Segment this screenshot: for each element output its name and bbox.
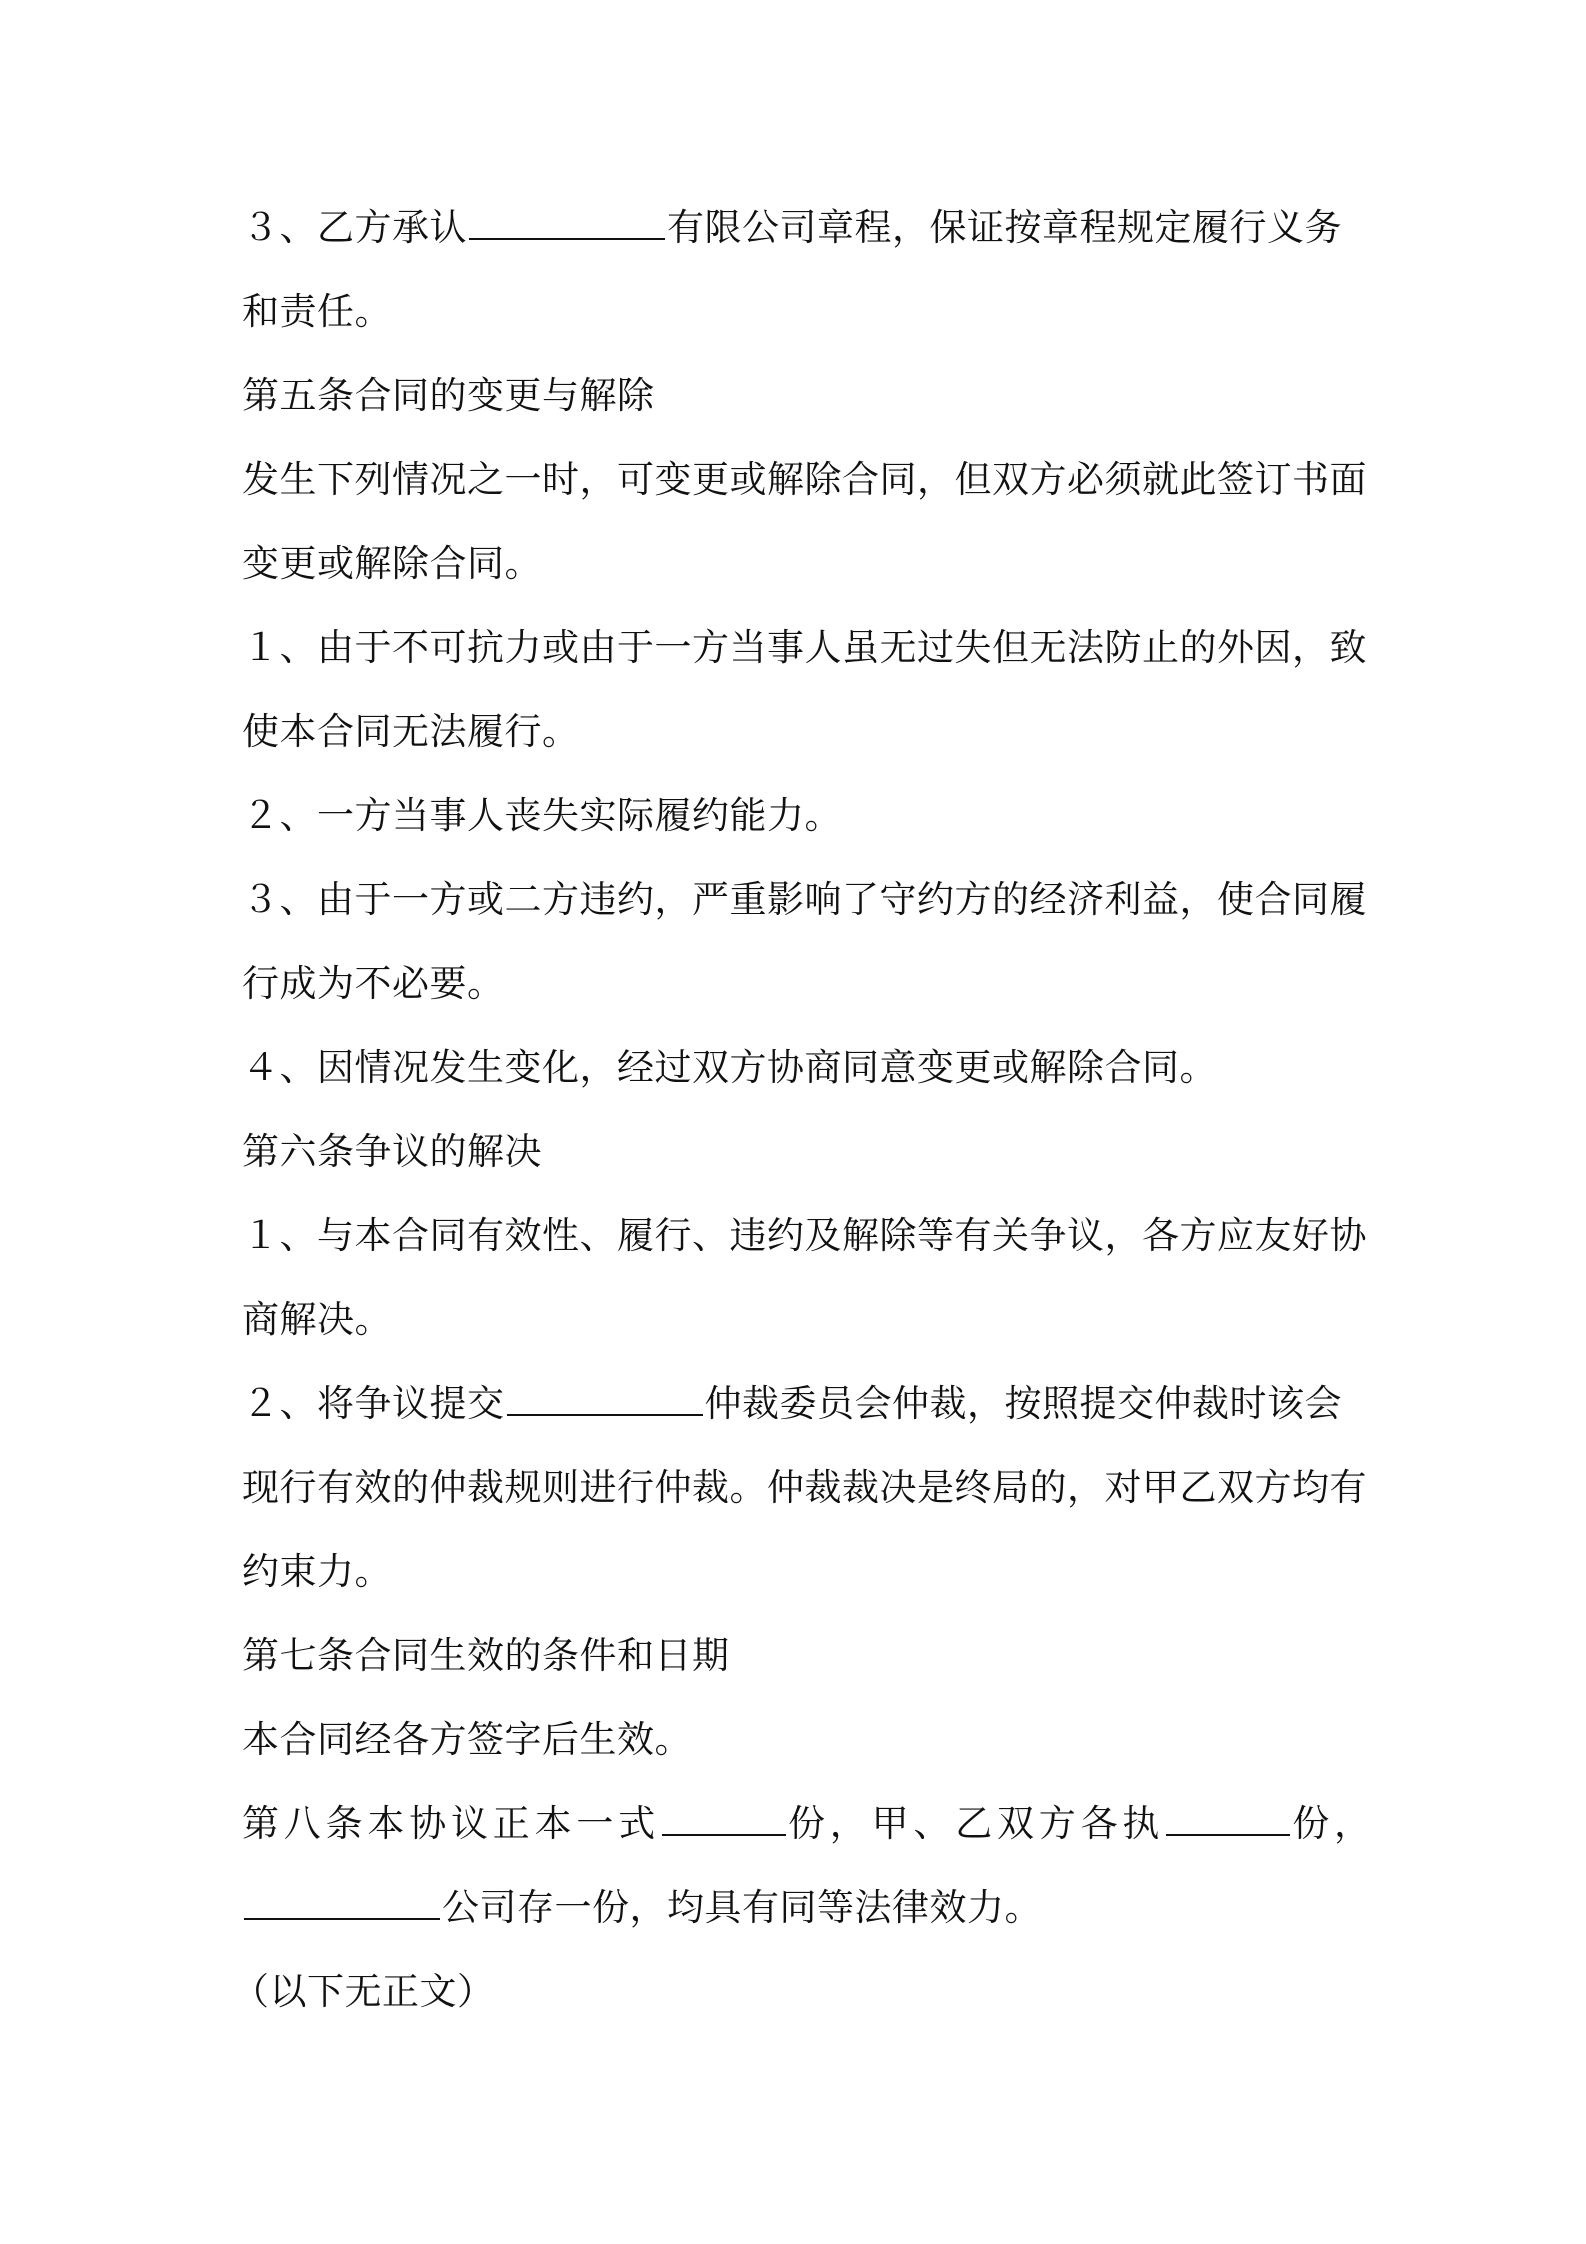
clause-5-item-3-line-2: 行成为不必要。: [242, 962, 505, 1005]
clause-5-heading: 第五条合同的变更与解除: [242, 374, 655, 417]
clause-4-item-3-line-2: 和责任。: [242, 290, 392, 333]
clause-5-item-2: ２、一方当事人丧失实际履约能力。: [242, 794, 842, 837]
text-fragment: 公司存一份，均具有同等法律效力。: [442, 1886, 1042, 1929]
text-fragment: 第八条本协议正本一式: [242, 1802, 660, 1845]
text-fragment: ３、乙方承认: [242, 206, 467, 249]
clause-5-item-4: ４、因情况发生变化，经过双方协商同意变更或解除合同。: [242, 1046, 1217, 1089]
clause-6-heading: 第六条争议的解决: [242, 1130, 542, 1173]
clause-5-intro-line-2: 变更或解除合同。: [242, 542, 542, 585]
fill-in-blank: [662, 1804, 786, 1836]
clause-5-item-3-line-1: ３、由于一方或二方违约，严重影响了守约方的经济利益，使合同履: [242, 878, 1367, 921]
clause-5-item-1-line-2: 使本合同无法履行。: [242, 710, 580, 753]
text-fragment: ２、将争议提交: [242, 1382, 505, 1425]
text-fragment: 有限公司章程，保证按章程规定履行义务: [667, 206, 1342, 249]
clause-5-intro-line-1: 发生下列情况之一时，可变更或解除合同，但双方必须就此签订书面: [242, 458, 1367, 501]
text-fragment: 份，甲、乙双方各执: [788, 1802, 1165, 1845]
fill-in-blank: [244, 1888, 440, 1920]
clause-5-item-1-line-1: １、由于不可抗力或由于一方当事人虽无过失但无法防止的外因，致: [242, 626, 1367, 669]
clause-6-item-1-line-1: １、与本合同有效性、履行、违约及解除等有关争议，各方应友好协: [242, 1214, 1367, 1257]
fill-in-blank: [507, 1384, 703, 1416]
fill-in-blank: [469, 208, 665, 240]
clause-8-line-2: [242, 1884, 1352, 1932]
clause-8-line-1: [242, 1800, 1376, 1848]
clause-6-item-2-line-1: [242, 1380, 1352, 1428]
fill-in-blank: [1166, 1804, 1290, 1836]
end-of-text-note: （以下无正文）: [232, 1970, 495, 2013]
clause-7-heading: 第七条合同生效的条件和日期: [242, 1634, 730, 1677]
clause-6-item-2-line-2: 现行有效的仲裁规则进行仲裁。仲裁裁决是终局的，对甲乙双方均有: [242, 1466, 1367, 1509]
clause-7-text: 本合同经各方签字后生效。: [242, 1718, 692, 1761]
text-fragment: 份，: [1292, 1802, 1376, 1845]
clause-6-item-2-line-3: 约束力。: [242, 1550, 392, 1593]
clause-4-item-3-line-1: [242, 204, 1352, 252]
clause-6-item-1-line-2: 商解决。: [242, 1298, 392, 1341]
text-fragment: 仲裁委员会仲裁，按照提交仲裁时该会: [704, 1382, 1342, 1425]
